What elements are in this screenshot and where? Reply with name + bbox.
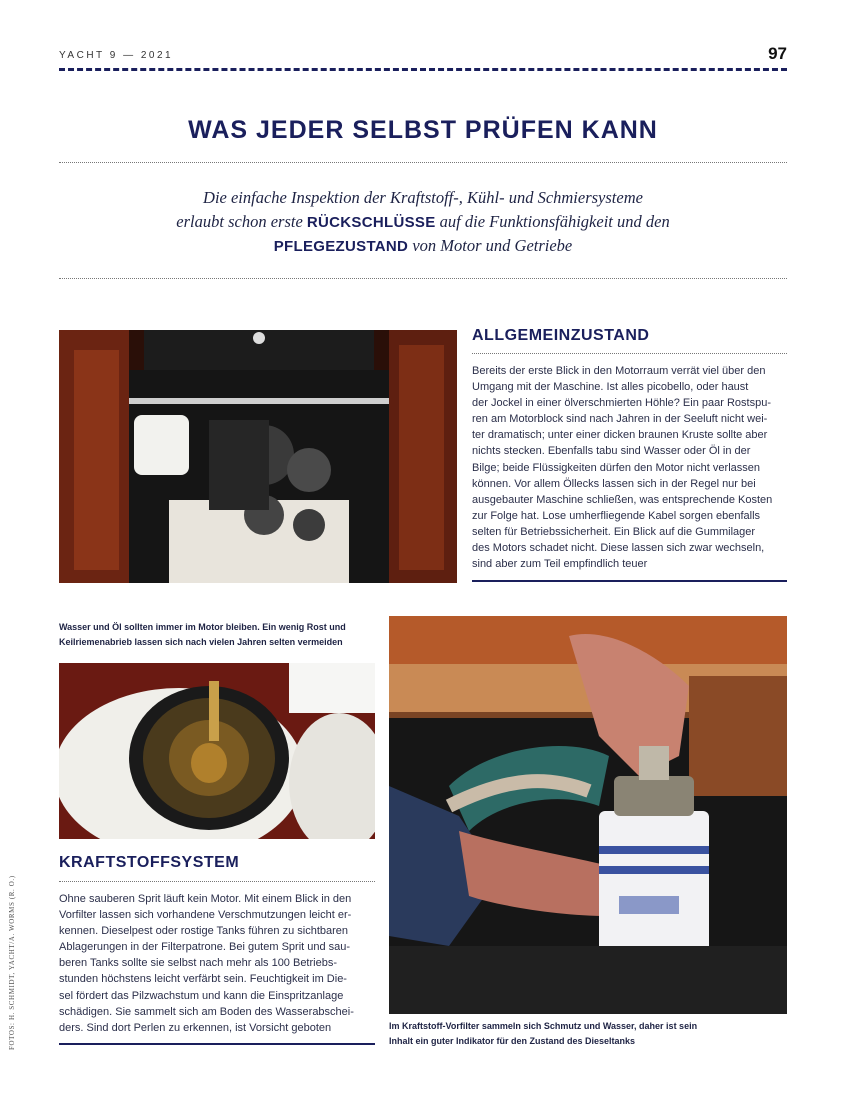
kraftstoff-line: beren Tanks sollte sie selbst nach mehr als 100 Betriebs-	[59, 957, 337, 970]
allgemein-line: sind aber zum Teil empfindlich teuer	[472, 558, 648, 571]
kraftstoff-line: kennen. Dieselpest oder rostige Tanks führen zu sichtbaren	[59, 925, 349, 938]
article-intro	[120, 186, 726, 259]
allgemein-line: können. Vor allem Öllecks lassen sich in der Regel nur bei	[472, 477, 756, 490]
kraftstoff-end-rule	[59, 1043, 375, 1045]
intro-strong-pflegezustand: PFLEGEZUSTAND	[273, 238, 409, 255]
section-heading-kraftstoffsystem: KRAFTSTOFFSYSTEM	[59, 854, 240, 871]
allgemein-line: Bilge; beide Flüssigkeiten dürfen den Motor nicht verlassen	[472, 461, 760, 474]
kraftstoff-body-text	[59, 891, 377, 1036]
kraftstoff-divider	[59, 881, 375, 882]
caption-line: Inhalt ein guter Indikator für den Zustand des Dieseltanks	[389, 1036, 636, 1046]
allgemein-divider	[472, 353, 787, 354]
fuel-filter-bowl-photo	[59, 663, 375, 839]
allgemein-line: ren am Motorblock sind nach Jahren in der Seeluft nicht wei-	[472, 413, 768, 426]
engine-room-photo	[59, 330, 457, 583]
magazine-issue: YACHT 9 — 2021	[59, 50, 174, 61]
intro-part3: auf die Funktionsfähigkeit und den	[435, 211, 670, 231]
kraftstoff-line: schädigen. Sie sammelt sich am Boden des Wasserabschei-	[59, 1005, 354, 1018]
caption-line: Wasser und Öl sollten immer im Motor bleiben. Ein wenig Rost und	[59, 622, 346, 632]
header-divider	[59, 68, 787, 71]
photo-credit: FOTOS: H. SCHMIDT, YACHT/A. WORMS (R. O.)	[8, 875, 16, 1050]
intro-part2: erlaubt schon erste	[176, 211, 307, 231]
allgemein-line: nichts stecken. Ebenfalls tabu sind Wasser oder Öl in der	[472, 445, 751, 458]
allgemein-body-text	[472, 363, 790, 572]
page-number: 97	[768, 44, 787, 63]
section-heading-allgemeinzustand: ALLGEMEINZUSTAND	[472, 327, 650, 344]
fuel-prefilter-hand-photo	[389, 616, 787, 1014]
kraftstoff-line: ders. Sind dort Perlen zu erkennen, ist Vorsicht geboten	[59, 1021, 332, 1034]
kraftstoff-line: sel fördert das Pilzwachstum und kann die Einspritzanlage	[59, 989, 344, 1002]
article-title: WAS JEDER SELBST PRÜFEN KANN	[188, 116, 658, 144]
engine-photo-caption	[59, 620, 379, 650]
intro-part4: von Motor und Getriebe	[408, 236, 573, 255]
allgemein-line: des Motors schadet nicht. Diese lassen sich zwar wechseln,	[472, 542, 765, 555]
intro-part1: Die einfache Inspektion der Kraftstoff-, Kühl- und Schmiersysteme	[203, 188, 643, 207]
kraftstoff-line: stunden höchstens leicht verfärbt sein. Feuchtigkeit im Die-	[59, 973, 347, 986]
intro-strong-rueckschluesse: RÜCKSCHLÜSSE	[306, 213, 436, 231]
caption-line: Keilriemenabrieb lassen sich nach vielen Jahren selten vermeiden	[59, 637, 343, 647]
kraftstoff-line: Ohne sauberen Sprit läuft kein Motor. Mit einem Blick in den	[59, 893, 352, 905]
title-divider-top	[59, 162, 787, 163]
allgemein-line: Bereits der erste Blick in den Motorraum verrät viel über den	[472, 365, 766, 377]
allgemein-line: Umgang mit der Maschine. Ist alles picobello, oder haust	[472, 381, 749, 394]
allgemein-end-rule	[472, 580, 787, 582]
allgemein-line: selten für Betriebssicherheit. Ein Blick auf die Gummilager	[472, 525, 756, 538]
allgemein-line: zur Folge hat. Lose umherfliegende Kabel sorgen ebenfalls	[472, 509, 761, 522]
kraftstoff-line: Ablagerungen in der Filterpatrone. Bei gutem Sprit und sau-	[59, 941, 351, 954]
kraftstoff-line: Vorfilter lassen sich vorhandene Verschmutzungen leicht er-	[59, 909, 352, 922]
allgemein-line: der Jockel in einer ölverschmierten Höhle? Ein paar Rostspu-	[472, 397, 771, 410]
fuel-filter-caption	[389, 1019, 789, 1049]
allgemein-line: ausgebauter Maschine schließen, was entsprechende Kosten	[472, 493, 773, 506]
caption-line: Im Kraftstoff-Vorfilter sammeln sich Schmutz und Wasser, daher ist sein	[389, 1021, 698, 1031]
intro-divider-bottom	[59, 278, 787, 279]
allgemein-line: ter dramatisch; unter einer dicken braunen Kruste sollte aber	[472, 429, 768, 442]
